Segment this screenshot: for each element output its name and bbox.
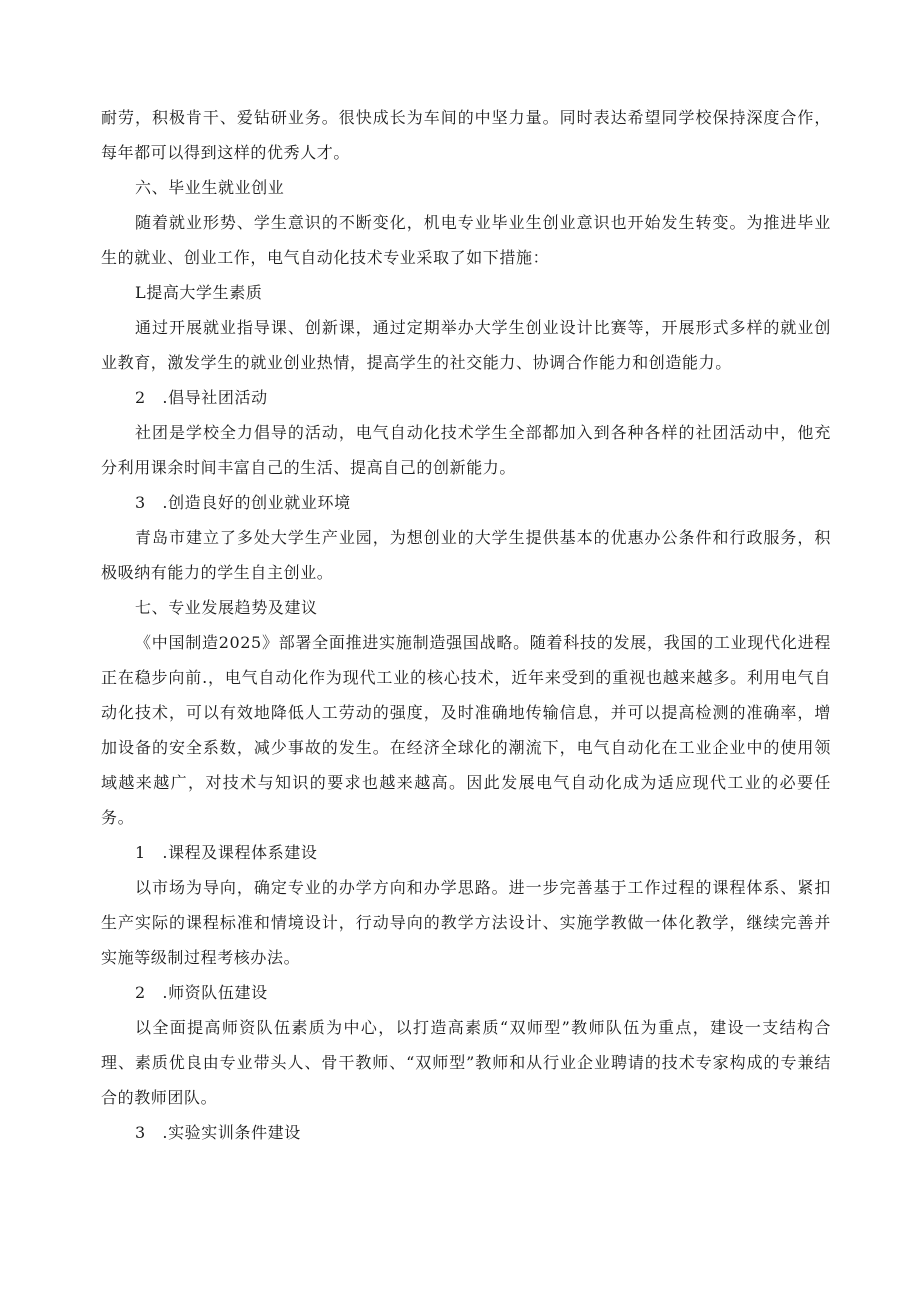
list-item-heading: 1 .课程及课程体系建设 [135, 843, 318, 862]
paragraph: 以市场为导向，确定专业的办学方向和办学思路。进一步完善基于工作过程的课程体系、紧扣生产实际的课程标准和情境设计，行动导向的教学方法设计、实施学教做一体化教学，继续完善并实施等级制过程考核办法。 [101, 878, 831, 967]
section-heading-7: 七、专业发展趋势及建议 [135, 598, 318, 617]
paragraph: 社团是学校全力倡导的活动，电气自动化技术学生全部都加入到各种各样的社团活动中，他充分利用课余时间丰富自己的生活、提高自己的创新能力。 [101, 423, 831, 477]
list-item-heading: 3 .创造良好的创业就业环境 [135, 493, 351, 512]
list-item-heading: 3 .实验实训条件建设 [135, 1123, 301, 1142]
document-body [101, 100, 831, 1150]
paragraph: 通过开展就业指导课、创新课，通过定期举办大学生创业设计比赛等，开展形式多样的就业创业教育，激发学生的就业创业热情，提高学生的社交能力、协调合作能力和创造能力。 [101, 318, 831, 372]
paragraph: 青岛市建立了多处大学生产业园，为想创业的大学生提供基本的优惠办公条件和行政服务，积极吸纳有能力的学生自主创业。 [101, 528, 831, 582]
list-item-heading: 2 .倡导社团活动 [135, 388, 268, 407]
paragraph: 《中国制造2025》部署全面推进实施制造强国战略。随着科技的发展，我国的工业现代化进程正在稳步向前.，电气自动化作为现代工业的核心技术，近年来受到的重视也越来越多。利用电气自动化技术，可以有效地降低人工劳动的强度，及时准确地传输信息，并可以提高检测的准确率，增加设备的安全系数，减少事故的发生。在经济全球化的潮流下，电气自动化在工业企业中的使用领域越来越广，对技术与知识的要求也越来越高。因此发展电气自动化成为适应现代工业的必要任务。 [101, 633, 831, 827]
list-item-heading: 2 .师资队伍建设 [135, 983, 268, 1002]
section-heading-6: 六、毕业生就业创业 [135, 178, 285, 197]
paragraph: 以全面提高师资队伍素质为中心，以打造高素质“双师型”教师队伍为重点，建设一支结构合理、素质优良由专业带头人、骨干教师、“双师型”教师和从行业企业聘请的技术专家构成的专兼结合的教师团队。 [101, 1018, 831, 1107]
paragraph-continued: 耐劳，积极肯干、爱钻研业务。很快成长为车间的中坚力量。同时表达希望同学校保持深度合作，每年都可以得到这样的优秀人才。 [101, 108, 831, 162]
paragraph: 随着就业形势、学生意识的不断变化，机电专业毕业生创业意识也开始发生转变。为推进毕业生的就业、创业工作，电气自动化技术专业采取了如下措施： [101, 213, 831, 267]
list-item-heading: L提高大学生素质 [135, 283, 263, 302]
